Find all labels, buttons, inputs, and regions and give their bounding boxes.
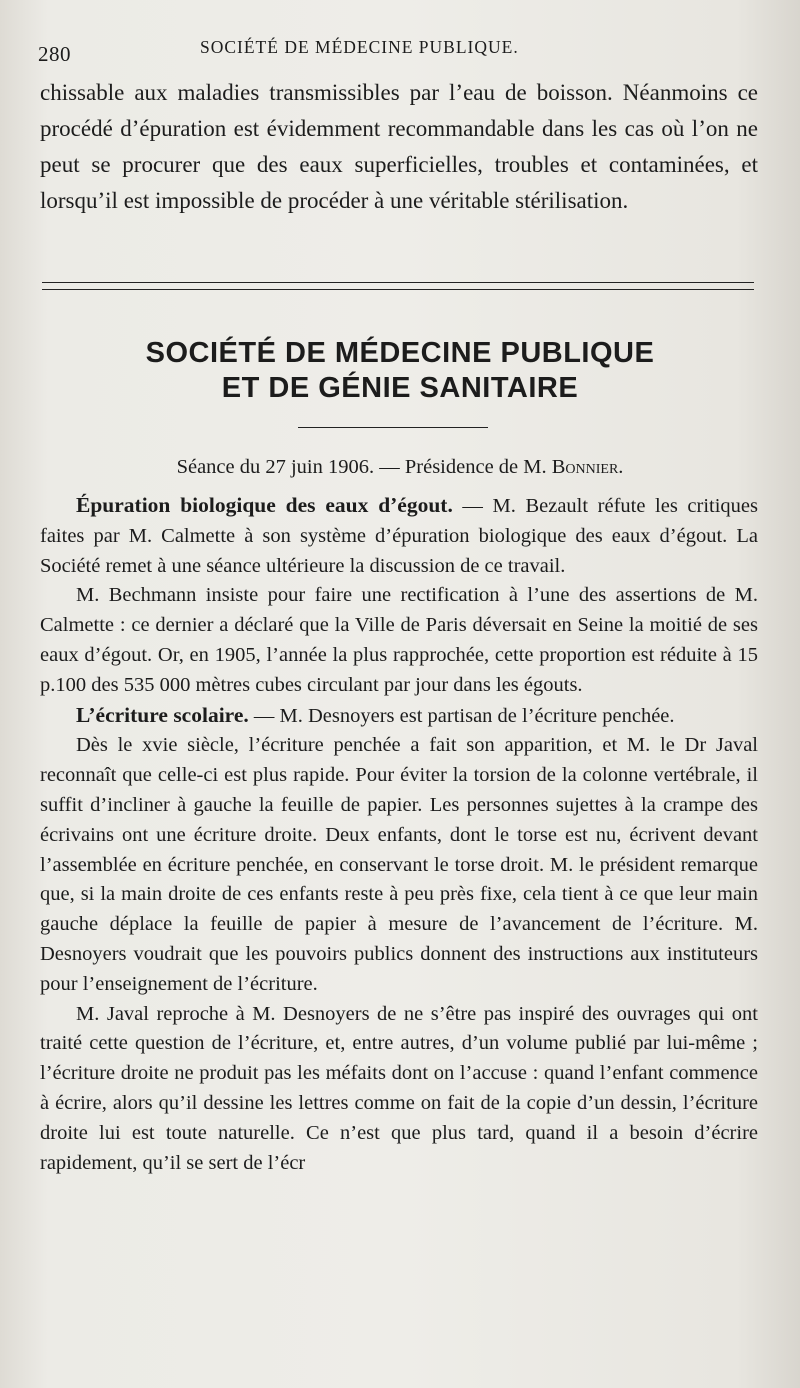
intro-paragraph-block [40,75,758,219]
paragraph-ecriture [40,701,758,732]
seance-text: Séance du 27 juin 1906. — Présidence de M. [176,456,547,478]
paragraph-title: Épuration biologique des eaux d’égout. [76,493,453,517]
paragraph-text: — M. Bezault réfute les critiques faites par M. Calmette à son système d’épuration biologique des eaux d’égout. La Société remet à une séance ultérieure la discussion de ce travail. [40,495,758,577]
paragraph-bechmann [40,581,758,700]
paragraph-title: L’écriture scolaire. [76,702,249,727]
page-number: 280 [38,42,71,66]
paragraph-text: M. Javal reproche à M. Desnoyers de ne s’être pas inspiré des ouvrages qui ont traité cette question de l’écriture, et, entre autres, d’un volume publié par lui-même ; l’écriture droite ne produit pas les méfaits dont on l’accuse : quand l’enfant commence à écrire, alors qu’il dessine les lettres comme on fait de la copie d’un dessin, l’écriture droite lui est toute naturelle. Ce n’est que plus tard, quand il a besoin d’écrire rapidement, qu’il se sert de l’écr [40,1002,758,1174]
paragraph-text: M. Bechmann insiste pour faire une rectification à l’une des assertions de M. Calmette : ce dernier a déclaré que la Ville de Paris déversait en Seine la moitié de ses eaux d’égout. Or, en 1905, l’année la plus rapprochée, cette proportion est réduite à 15 p.100 des 535 000 mètres cubes circulant par jour dans les égouts. [40,584,758,696]
section-title-line1: SOCIÉTÉ DE MÉDECINE PUBLIQUE [145,337,655,369]
section-title [40,336,760,406]
short-rule-divider [298,427,488,428]
paragraph-xvie-siecle [40,731,758,999]
paragraph-epuration [40,491,758,581]
president-name: Bonnier. [551,456,624,478]
section-title-line2: ET DE GÉNIE SANITAIRE [221,372,579,404]
running-head: SOCIÉTÉ DE MÉDECINE PUBLIQUE. [200,37,519,57]
paragraph-text: Dès le xvie siècle, l’écriture penchée a fait son apparition, et M. le Dr Javal reconnaît que celle-ci est plus rapide. Pour éviter la torsion de la colonne vertébrale, il suffit d’incliner à gauche la feuille de papier. Les personnes sujettes à la crampe des écrivains ont une écriture droite. Deux enfants, dont le torse est nu, écrivent devant l’assemblée en écriture penchée, en conservant le torse droit. M. le président remarque que, si la main droite de ces enfants reste à peu près fixe, cela tient à ce que leur main gauche déplace la feuille de papier à mesure de l’avancement de l’écriture. M. Desnoyers voudrait que les pouvoirs publics donnent des instructions aux instituteurs pour l’enseignement de l’écriture. [40,734,758,995]
body-text [40,491,758,1178]
paragraph-javal [40,1000,758,1179]
intro-paragraph: chissable aux maladies transmissibles par l’eau de boisson. Néanmoins ce procédé d’épuration est évidemment recommandable dans les cas où l’on ne peut se procurer que des eaux superficielles, troubles et contaminées, et lorsqu’il est impossible de procéder à une véritable stérilisation. [40,80,758,213]
seance-line [40,456,760,479]
paragraph-text: — M. Desnoyers est partisan de l’écriture penchée. [248,704,675,727]
double-rule-divider [42,282,754,290]
